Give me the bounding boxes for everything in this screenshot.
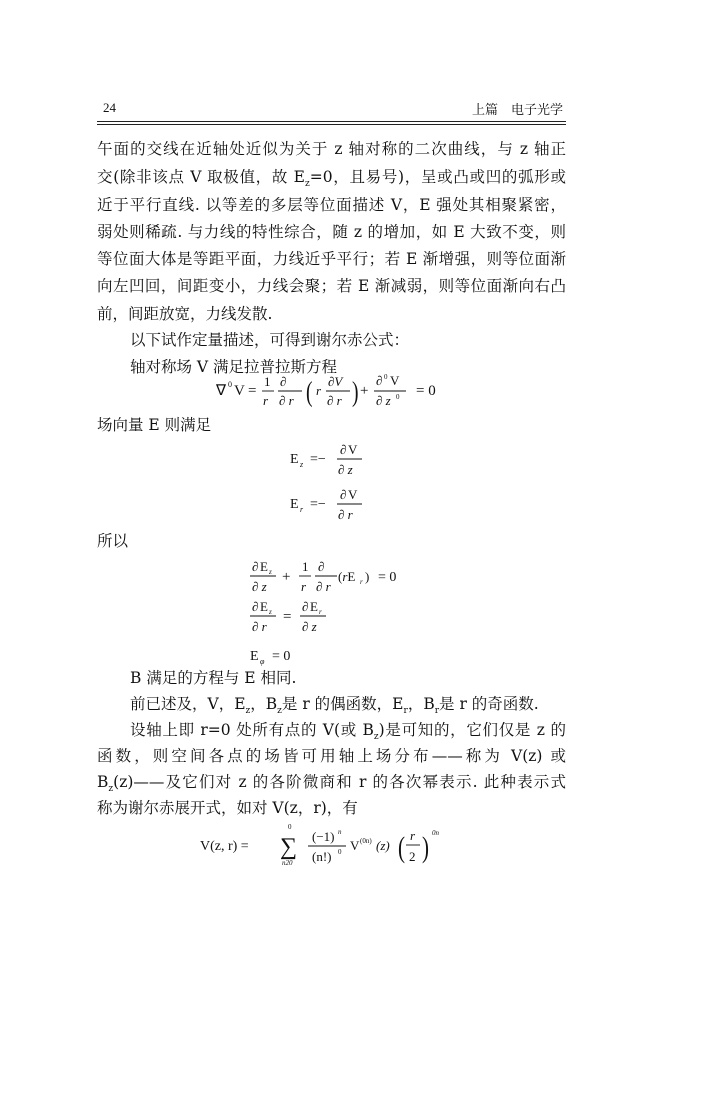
text-line: 所以 <box>97 532 129 550</box>
svg-text:0: 0 <box>384 373 388 381</box>
svg-text:E: E <box>250 649 259 664</box>
svg-text:z: z <box>300 460 304 469</box>
equation-ez <box>290 441 410 481</box>
text-line: B 满足的方程与 E 相同. <box>130 669 297 687</box>
svg-text:(: ( <box>398 830 405 864</box>
svg-text:): ) <box>365 569 370 584</box>
text-line: 设轴上即 r=0 处所有点的 V(或 $B_z$)是可知的，它们仅是 z 的 <box>130 721 566 743</box>
text-line: $B_z(z)——$及它们对 z 的各阶微商和 r 的各次幂表示. 此种表示式 <box>97 773 566 795</box>
svg-text:V: V <box>350 838 360 853</box>
svg-text:r: r <box>360 578 363 586</box>
svg-text:∂ z: ∂ z <box>376 393 391 408</box>
text-line: 以下试作定量描述，可得到谢尔赤公式： <box>130 331 410 349</box>
svg-text:): ) <box>422 830 429 864</box>
svg-text:∂ z: ∂ z <box>302 619 317 634</box>
svg-text:∂ z: ∂ z <box>338 462 353 477</box>
svg-text:(−1): (−1) <box>312 829 335 844</box>
svg-text:2: 2 <box>409 849 416 864</box>
svg-text:+: + <box>360 383 369 399</box>
svg-text:r: r <box>319 608 322 616</box>
equation-ephi <box>250 643 330 667</box>
svg-text:1: 1 <box>264 374 271 389</box>
text-line: 前已述及，V，$E_z$，$B_z$是 r 的偶函数，$E_r$，$B_r$是 r 的奇函数. <box>130 695 539 717</box>
svg-text:n20: n20 <box>282 859 293 867</box>
text-line: 轴对称场 V 满足拉普拉斯方程 <box>130 358 338 376</box>
header-rule-thin <box>97 124 566 125</box>
svg-text:(0n): (0n) <box>360 837 372 845</box>
text-line: 场向量 E 则满足 <box>97 416 212 434</box>
svg-text:0: 0 <box>396 393 400 401</box>
svg-text:∇: ∇ <box>216 383 227 399</box>
svg-text:∂: ∂ <box>252 559 259 574</box>
svg-text:∂: ∂ <box>376 373 383 388</box>
svg-text:∂ r: ∂ r <box>316 579 331 594</box>
svg-text:=: = <box>283 609 292 625</box>
svg-text:): ) <box>352 376 359 408</box>
svg-text:0: 0 <box>288 823 292 831</box>
svg-text:E: E <box>290 452 299 467</box>
equation-er <box>290 486 410 526</box>
svg-text:= 0: = 0 <box>416 383 436 399</box>
text-line: 称为谢尔赤展开式，如对 V(z，r)，有 <box>97 799 358 817</box>
text-line: 向左凹回，间距变小，力线会聚；若 E 渐减弱，则等位面渐向右凸 <box>97 277 566 295</box>
svg-text:1: 1 <box>302 559 309 574</box>
svg-text:=: = <box>248 383 257 399</box>
svg-text:z: z <box>269 608 272 616</box>
svg-text:E: E <box>310 599 318 614</box>
svg-text:∂: ∂ <box>318 559 325 574</box>
svg-text:∂V: ∂V <box>328 374 343 389</box>
equation-laplace <box>210 368 470 418</box>
svg-text:∂: ∂ <box>340 442 347 457</box>
svg-text:=−: =− <box>310 497 326 512</box>
svg-text:(rE: (rE <box>338 569 356 584</box>
running-title: 上篇 电子光学 <box>471 103 563 118</box>
svg-text:0: 0 <box>228 380 232 389</box>
svg-text:E: E <box>260 559 268 574</box>
svg-text:V(z, r) =: V(z, r) = <box>200 839 249 854</box>
svg-text:∂ r: ∂ r <box>327 393 342 408</box>
svg-text:V: V <box>234 383 245 399</box>
equation-series <box>200 817 500 877</box>
page-number: 24 <box>103 100 116 115</box>
svg-text:z: z <box>269 568 272 576</box>
svg-text:= 0: = 0 <box>378 570 397 585</box>
svg-text:∂ r: ∂ r <box>338 507 353 522</box>
svg-text:V: V <box>348 487 358 502</box>
svg-text:V: V <box>348 442 358 457</box>
svg-text:n: n <box>338 828 342 836</box>
svg-text:E: E <box>290 497 299 512</box>
text-line: 函数，则空间各点的场皆可用轴上场分布——称为 V(z) 或 <box>97 747 566 765</box>
text-line: 近于平行直线. 以等差的多层等位面描述 V，E 强处其相聚紧密， <box>97 196 566 214</box>
svg-text:r: r <box>300 505 304 514</box>
equation-divergence <box>250 557 430 597</box>
svg-text:=−: =− <box>310 452 326 467</box>
svg-text:r: r <box>316 383 322 398</box>
svg-text:0n: 0n <box>432 829 439 837</box>
svg-text:+: + <box>282 569 291 585</box>
text-line: 午面的交线在近轴处近似为关于 z 轴对称的二次曲线，与 z 轴正 <box>97 140 566 158</box>
text-line: 前，间距放宽，力线发散. <box>97 305 273 323</box>
svg-text:∑: ∑ <box>280 834 298 860</box>
svg-text:V: V <box>390 373 400 388</box>
svg-text:∂ z: ∂ z <box>252 579 267 594</box>
text-line: 弱处则稀疏. 与力线的特性综合，随 z 的增加，如 E 大致不变，则 <box>97 223 566 241</box>
svg-text:r: r <box>263 393 269 408</box>
svg-text:∂ r: ∂ r <box>252 619 267 634</box>
svg-text:E: E <box>260 599 268 614</box>
svg-text:(n!): (n!) <box>312 849 332 864</box>
svg-text:r: r <box>410 828 416 843</box>
svg-text:r: r <box>301 579 307 594</box>
svg-text:(: ( <box>306 376 313 408</box>
svg-text:∂: ∂ <box>252 599 259 614</box>
equation-curl <box>250 597 370 637</box>
svg-text:0: 0 <box>338 848 342 856</box>
svg-text:∂: ∂ <box>340 487 347 502</box>
svg-text:= 0: = 0 <box>272 649 291 664</box>
svg-text:∂: ∂ <box>280 374 287 389</box>
svg-text:(z): (z) <box>376 838 390 853</box>
text-line: 等位面大体是等距平面，力线近乎平行；若 E 渐增强，则等位面渐 <box>97 250 566 268</box>
header-rule <box>97 121 566 122</box>
svg-text:φ: φ <box>260 657 265 666</box>
text-line: 交(除非该点 V 取极值，故 $E_z=0$，且易号)，呈或凸或凹的弧形或 <box>97 168 566 190</box>
svg-text:∂ r: ∂ r <box>279 393 294 408</box>
svg-text:∂: ∂ <box>302 599 309 614</box>
